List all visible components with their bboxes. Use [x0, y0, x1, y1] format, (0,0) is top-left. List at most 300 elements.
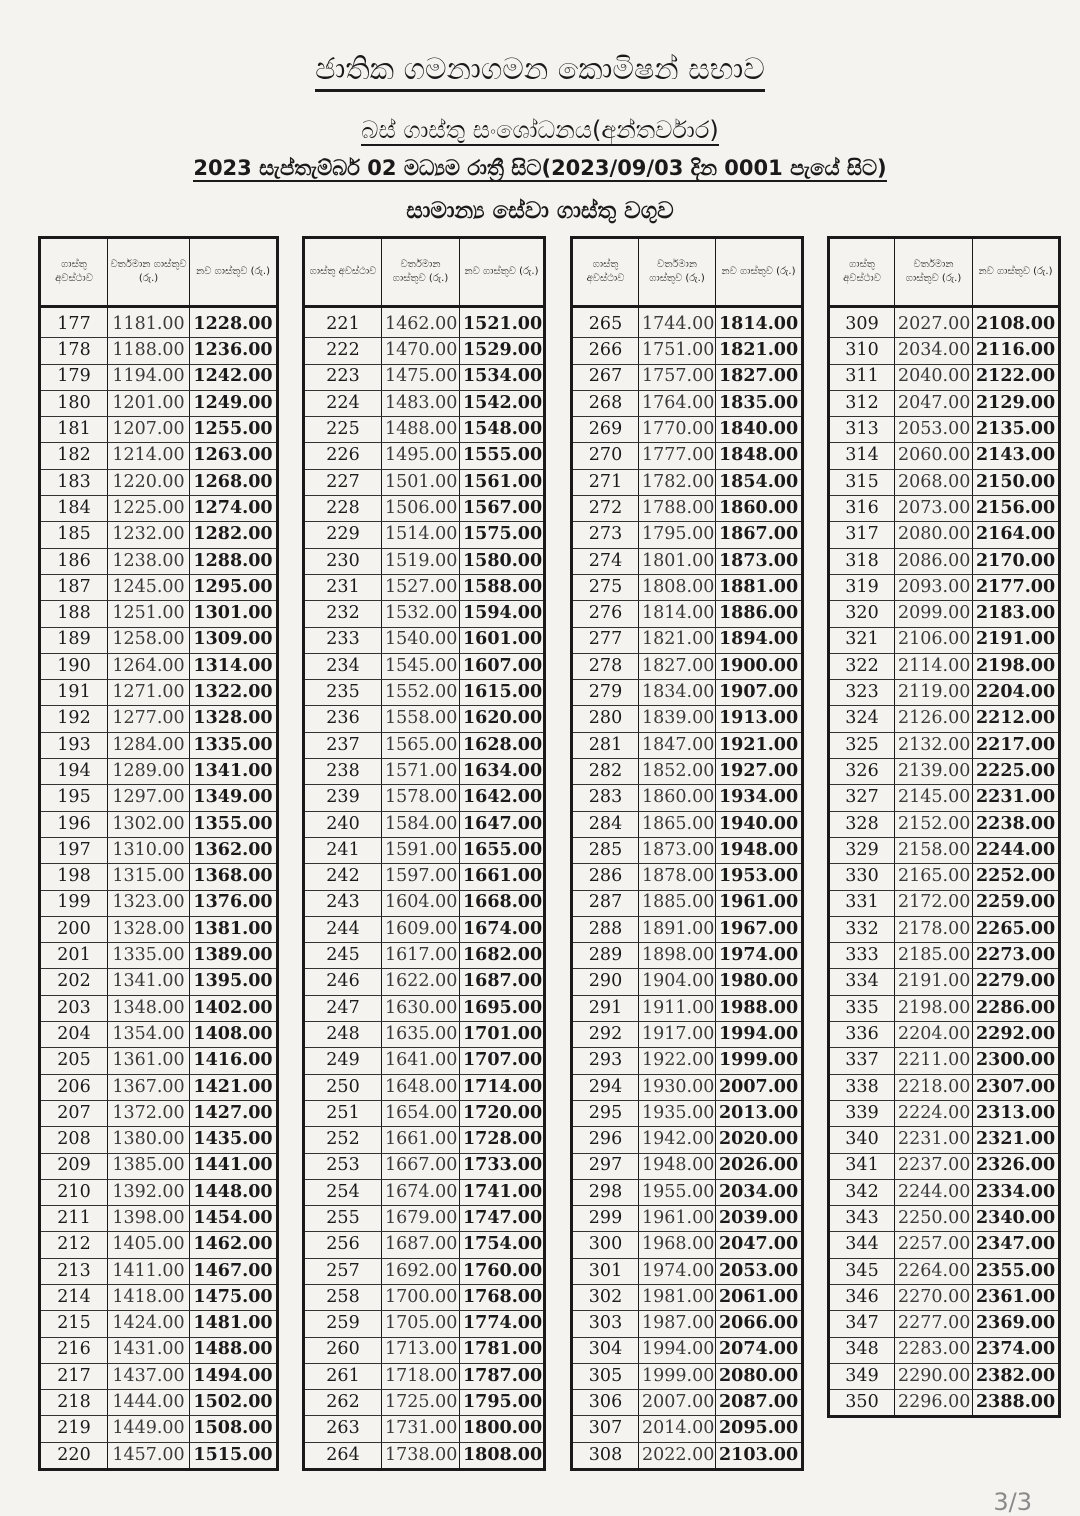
fare-row [829, 574, 1060, 600]
fare-stage: 255 [304, 1206, 382, 1232]
fare-stage: 316 [829, 496, 895, 522]
new-fare: 1548.00 [460, 417, 545, 443]
fare-row [829, 1390, 1060, 1417]
new-fare: 2095.00 [716, 1416, 803, 1442]
fare-row [829, 1179, 1060, 1205]
fare-stage: 250 [304, 1074, 382, 1100]
current-fare: 2211.00 [895, 1048, 973, 1074]
fare-row [40, 759, 278, 785]
current-fare: 1545.00 [382, 653, 460, 679]
fare-stage: 279 [572, 680, 639, 706]
fare-row [572, 417, 803, 443]
new-fare: 1934.00 [716, 785, 803, 811]
fare-row [304, 390, 545, 416]
new-fare: 2103.00 [716, 1442, 803, 1469]
fare-stage: 285 [572, 837, 639, 863]
current-fare: 1617.00 [382, 943, 460, 969]
current-fare: 2237.00 [895, 1153, 973, 1179]
current-fare: 1942.00 [639, 1127, 716, 1153]
new-fare: 1967.00 [716, 916, 803, 942]
current-fare: 1571.00 [382, 759, 460, 785]
fare-stage: 340 [829, 1127, 895, 1153]
current-fare: 1679.00 [382, 1206, 460, 1232]
fare-row [40, 307, 278, 338]
current-fare: 2047.00 [895, 390, 973, 416]
fare-stage: 182 [40, 443, 108, 469]
new-fare: 1381.00 [190, 916, 278, 942]
current-fare: 1558.00 [382, 706, 460, 732]
fare-row [572, 1100, 803, 1126]
new-fare: 1255.00 [190, 417, 278, 443]
fare-stage: 194 [40, 759, 108, 785]
new-fare: 2164.00 [973, 522, 1060, 548]
current-fare: 1860.00 [639, 785, 716, 811]
fare-row [304, 1153, 545, 1179]
new-fare: 1741.00 [460, 1179, 545, 1205]
fare-row [829, 1337, 1060, 1363]
fare-row [304, 1179, 545, 1205]
current-fare: 1801.00 [639, 548, 716, 574]
fare-row [40, 1416, 278, 1442]
fare-row [829, 1048, 1060, 1074]
new-fare: 2340.00 [973, 1206, 1060, 1232]
fare-stage: 179 [40, 364, 108, 390]
fare-row [829, 307, 1060, 338]
fare-stage: 226 [304, 443, 382, 469]
fare-stage: 288 [572, 916, 639, 942]
fare-row [40, 864, 278, 890]
fare-row [304, 732, 545, 758]
new-fare: 1368.00 [190, 864, 278, 890]
fare-stage: 202 [40, 969, 108, 995]
current-fare: 2218.00 [895, 1074, 973, 1100]
fare-stage: 347 [829, 1311, 895, 1337]
current-fare: 1431.00 [108, 1337, 190, 1363]
new-fare: 2238.00 [973, 811, 1060, 837]
current-fare: 1904.00 [639, 969, 716, 995]
fare-row [40, 417, 278, 443]
new-fare: 1655.00 [460, 837, 545, 863]
fare-row [572, 1442, 803, 1469]
fare-stage: 223 [304, 364, 382, 390]
new-fare: 1642.00 [460, 785, 545, 811]
current-fare: 2296.00 [895, 1390, 973, 1417]
fare-stage: 301 [572, 1258, 639, 1284]
fare-row [304, 969, 545, 995]
new-fare: 1687.00 [460, 969, 545, 995]
new-fare: 1854.00 [716, 469, 803, 495]
new-fare: 1795.00 [460, 1390, 545, 1416]
fare-stage: 287 [572, 890, 639, 916]
current-fare: 1641.00 [382, 1048, 460, 1074]
current-fare: 2250.00 [895, 1206, 973, 1232]
fare-row [829, 811, 1060, 837]
new-fare: 1774.00 [460, 1311, 545, 1337]
current-fare: 2145.00 [895, 785, 973, 811]
fare-row [572, 548, 803, 574]
new-fare: 2039.00 [716, 1206, 803, 1232]
new-fare: 2279.00 [973, 969, 1060, 995]
fare-row [572, 969, 803, 995]
fare-stage: 293 [572, 1048, 639, 1074]
fare-stage: 266 [572, 338, 639, 364]
fare-stage: 178 [40, 338, 108, 364]
new-fare: 1494.00 [190, 1363, 278, 1389]
current-fare: 1597.00 [382, 864, 460, 890]
current-fare: 2068.00 [895, 469, 973, 495]
fare-stage: 209 [40, 1153, 108, 1179]
fare-row [572, 653, 803, 679]
current-fare: 2178.00 [895, 916, 973, 942]
document-subtitle: බස් ගාස්තු සංශෝධනය(අන්තර්වාර) [361, 116, 719, 144]
new-fare: 1567.00 [460, 496, 545, 522]
fare-stage: 300 [572, 1232, 639, 1258]
fare-stage: 228 [304, 496, 382, 522]
current-fare: 1354.00 [108, 1022, 190, 1048]
current-fare: 2060.00 [895, 443, 973, 469]
fare-row [572, 1206, 803, 1232]
current-fare: 2007.00 [639, 1390, 716, 1416]
current-fare: 1917.00 [639, 1022, 716, 1048]
current-fare: 1898.00 [639, 943, 716, 969]
new-fare: 1907.00 [716, 680, 803, 706]
new-fare: 2143.00 [973, 443, 1060, 469]
new-fare: 1894.00 [716, 627, 803, 653]
page-number: 3/3 [993, 1488, 1032, 1516]
new-fare: 2034.00 [716, 1179, 803, 1205]
new-fare: 1674.00 [460, 916, 545, 942]
fare-stage: 252 [304, 1127, 382, 1153]
new-fare: 1328.00 [190, 706, 278, 732]
fare-row [304, 522, 545, 548]
new-fare: 1682.00 [460, 943, 545, 969]
fare-stage: 236 [304, 706, 382, 732]
fare-stage: 180 [40, 390, 108, 416]
fare-stage: 211 [40, 1206, 108, 1232]
new-fare: 1580.00 [460, 548, 545, 574]
new-fare: 2388.00 [973, 1390, 1060, 1417]
fare-row [40, 1232, 278, 1258]
current-fare: 1277.00 [108, 706, 190, 732]
fare-table-body [572, 307, 803, 1470]
fare-row [40, 548, 278, 574]
new-fare: 1282.00 [190, 522, 278, 548]
new-fare: 1263.00 [190, 443, 278, 469]
fare-stage: 290 [572, 969, 639, 995]
current-fare: 1630.00 [382, 995, 460, 1021]
fare-row [572, 1048, 803, 1074]
fare-stage: 247 [304, 995, 382, 1021]
header-stage: ගාස්තු අවස්ථාව [572, 238, 639, 307]
current-fare: 1475.00 [382, 364, 460, 390]
fare-stage: 344 [829, 1232, 895, 1258]
current-fare: 1214.00 [108, 443, 190, 469]
fare-row [304, 706, 545, 732]
fare-stage: 259 [304, 1311, 382, 1337]
fare-stage: 234 [304, 653, 382, 679]
fare-row [829, 1206, 1060, 1232]
new-fare: 1707.00 [460, 1048, 545, 1074]
fare-row [829, 969, 1060, 995]
fare-row [304, 1363, 545, 1389]
new-fare: 1615.00 [460, 680, 545, 706]
current-fare: 1930.00 [639, 1074, 716, 1100]
current-fare: 1323.00 [108, 890, 190, 916]
fare-row [304, 1127, 545, 1153]
fare-row [572, 785, 803, 811]
fare-stage: 318 [829, 548, 895, 574]
fare-row [304, 417, 545, 443]
new-fare: 1886.00 [716, 601, 803, 627]
fare-row [572, 1390, 803, 1416]
fare-row [40, 1206, 278, 1232]
fare-stage: 241 [304, 837, 382, 863]
fare-stage: 199 [40, 890, 108, 916]
new-fare: 1953.00 [716, 864, 803, 890]
fare-row [304, 1390, 545, 1416]
fare-stage: 201 [40, 943, 108, 969]
fare-row [40, 943, 278, 969]
header-current-fare: වර්තමාන ගාස්තුව (රු.) [382, 238, 460, 307]
new-fare: 1454.00 [190, 1206, 278, 1232]
fare-stage: 265 [572, 307, 639, 338]
fare-row [40, 469, 278, 495]
new-fare: 1921.00 [716, 732, 803, 758]
fare-row [40, 837, 278, 863]
new-fare: 1999.00 [716, 1048, 803, 1074]
fare-row [572, 443, 803, 469]
current-fare: 1225.00 [108, 496, 190, 522]
fare-stage: 289 [572, 943, 639, 969]
current-fare: 1808.00 [639, 574, 716, 600]
fare-row [304, 1442, 545, 1469]
current-fare: 2270.00 [895, 1284, 973, 1310]
commission-title: ජාතික ගමනාගමන කොමිෂන් සභාව [0, 52, 1080, 87]
fare-stage: 210 [40, 1179, 108, 1205]
current-fare: 2114.00 [895, 653, 973, 679]
header-new-fare: නව ගාස්තුව (රු.) [973, 238, 1060, 307]
new-fare: 1840.00 [716, 417, 803, 443]
current-fare: 1552.00 [382, 680, 460, 706]
new-fare: 1714.00 [460, 1074, 545, 1100]
new-fare: 2292.00 [973, 1022, 1060, 1048]
fare-row [40, 574, 278, 600]
fare-stage: 299 [572, 1206, 639, 1232]
current-fare: 2027.00 [895, 307, 973, 338]
fare-row [572, 1074, 803, 1100]
fare-row [304, 1337, 545, 1363]
fare-stage: 295 [572, 1100, 639, 1126]
fare-stage: 186 [40, 548, 108, 574]
current-fare: 2172.00 [895, 890, 973, 916]
current-fare: 2290.00 [895, 1363, 973, 1389]
current-fare: 1418.00 [108, 1284, 190, 1310]
fare-stage: 314 [829, 443, 895, 469]
fare-row [304, 837, 545, 863]
new-fare: 1787.00 [460, 1363, 545, 1389]
current-fare: 1310.00 [108, 837, 190, 863]
fare-row [40, 627, 278, 653]
fare-row [40, 811, 278, 837]
fare-row [572, 943, 803, 969]
current-fare: 1398.00 [108, 1206, 190, 1232]
fare-row [40, 496, 278, 522]
new-fare: 1309.00 [190, 627, 278, 653]
current-fare: 1315.00 [108, 864, 190, 890]
header-current-fare: වර්තමාන ගාස්තුව (රු.) [895, 238, 973, 307]
new-fare: 1827.00 [716, 364, 803, 390]
fare-stage: 238 [304, 759, 382, 785]
current-fare: 1462.00 [382, 307, 460, 338]
current-fare: 1731.00 [382, 1416, 460, 1442]
fare-row [40, 1127, 278, 1153]
new-fare: 2007.00 [716, 1074, 803, 1100]
current-fare: 1661.00 [382, 1127, 460, 1153]
current-fare: 1289.00 [108, 759, 190, 785]
new-fare: 1295.00 [190, 574, 278, 600]
fare-table-body [304, 307, 545, 1470]
fare-stage: 278 [572, 653, 639, 679]
fare-row [304, 1258, 545, 1284]
fare-stage: 218 [40, 1390, 108, 1416]
fare-stage: 334 [829, 969, 895, 995]
current-fare: 1999.00 [639, 1363, 716, 1389]
current-fare: 2080.00 [895, 522, 973, 548]
new-fare: 1575.00 [460, 522, 545, 548]
new-fare: 1467.00 [190, 1258, 278, 1284]
fare-stage: 200 [40, 916, 108, 942]
new-fare: 1601.00 [460, 627, 545, 653]
fare-stage: 244 [304, 916, 382, 942]
fare-stage: 269 [572, 417, 639, 443]
fare-row [304, 1074, 545, 1100]
new-fare: 2212.00 [973, 706, 1060, 732]
current-fare: 1955.00 [639, 1179, 716, 1205]
fare-stage: 191 [40, 680, 108, 706]
fare-stage: 292 [572, 1022, 639, 1048]
fare-row [572, 496, 803, 522]
fare-stage: 282 [572, 759, 639, 785]
new-fare: 2020.00 [716, 1127, 803, 1153]
new-fare: 2273.00 [973, 943, 1060, 969]
header-stage: ගාස්තු අවස්ථාව [829, 238, 895, 307]
fare-stage: 271 [572, 469, 639, 495]
fare-stage: 208 [40, 1127, 108, 1153]
current-fare: 1367.00 [108, 1074, 190, 1100]
fare-row [572, 1311, 803, 1337]
current-fare: 1827.00 [639, 653, 716, 679]
new-fare: 1561.00 [460, 469, 545, 495]
new-fare: 1754.00 [460, 1232, 545, 1258]
new-fare: 1362.00 [190, 837, 278, 863]
fare-stage: 311 [829, 364, 895, 390]
new-fare: 2053.00 [716, 1258, 803, 1284]
fare-row [829, 417, 1060, 443]
fare-stage: 277 [572, 627, 639, 653]
new-fare: 1301.00 [190, 601, 278, 627]
new-fare: 2244.00 [973, 837, 1060, 863]
new-fare: 1534.00 [460, 364, 545, 390]
new-fare: 1620.00 [460, 706, 545, 732]
fare-row [829, 653, 1060, 679]
current-fare: 1738.00 [382, 1442, 460, 1469]
fare-stage: 328 [829, 811, 895, 837]
fare-stage: 245 [304, 943, 382, 969]
fare-stage: 268 [572, 390, 639, 416]
new-fare: 1701.00 [460, 1022, 545, 1048]
fare-row [572, 390, 803, 416]
fare-stage: 342 [829, 1179, 895, 1205]
fare-row [572, 890, 803, 916]
fare-stage: 326 [829, 759, 895, 785]
fare-row [829, 916, 1060, 942]
current-fare: 1757.00 [639, 364, 716, 390]
fare-stage: 224 [304, 390, 382, 416]
new-fare: 1728.00 [460, 1127, 545, 1153]
new-fare: 1913.00 [716, 706, 803, 732]
new-fare: 2382.00 [973, 1363, 1060, 1389]
current-fare: 1891.00 [639, 916, 716, 942]
new-fare: 1427.00 [190, 1100, 278, 1126]
fare-stage: 206 [40, 1074, 108, 1100]
current-fare: 1705.00 [382, 1311, 460, 1337]
fare-stage: 213 [40, 1258, 108, 1284]
new-fare: 2080.00 [716, 1363, 803, 1389]
effective-date: 2023 සැප්තැම්බර් 02 මධ්‍යම රාත්‍රී සිට(2023/09/03 දින 0001 පැයේ සිට) [193, 156, 887, 180]
fare-row [40, 364, 278, 390]
new-fare: 2361.00 [973, 1284, 1060, 1310]
fare-row [572, 680, 803, 706]
new-fare: 1860.00 [716, 496, 803, 522]
new-fare: 2156.00 [973, 496, 1060, 522]
new-fare: 1488.00 [190, 1337, 278, 1363]
fare-row [304, 680, 545, 706]
fare-stage: 306 [572, 1390, 639, 1416]
fare-stage: 263 [304, 1416, 382, 1442]
fare-row [304, 890, 545, 916]
current-fare: 1220.00 [108, 469, 190, 495]
current-fare: 1506.00 [382, 496, 460, 522]
fare-stage: 256 [304, 1232, 382, 1258]
fare-stage: 272 [572, 496, 639, 522]
fare-stage: 195 [40, 785, 108, 811]
fare-stage: 283 [572, 785, 639, 811]
fare-row [829, 1232, 1060, 1258]
fare-row [829, 390, 1060, 416]
new-fare: 2286.00 [973, 995, 1060, 1021]
fare-stage: 181 [40, 417, 108, 443]
fare-row [829, 1258, 1060, 1284]
new-fare: 1607.00 [460, 653, 545, 679]
new-fare: 2177.00 [973, 574, 1060, 600]
current-fare: 1674.00 [382, 1179, 460, 1205]
current-fare: 1692.00 [382, 1258, 460, 1284]
current-fare: 1814.00 [639, 601, 716, 627]
fare-row [40, 1100, 278, 1126]
new-fare: 1881.00 [716, 574, 803, 600]
fare-stage: 305 [572, 1363, 639, 1389]
fare-stage: 337 [829, 1048, 895, 1074]
fare-row [829, 759, 1060, 785]
fare-stage: 221 [304, 307, 382, 338]
fare-stage: 227 [304, 469, 382, 495]
new-fare: 1634.00 [460, 759, 545, 785]
fare-stage: 215 [40, 1311, 108, 1337]
fare-row [572, 759, 803, 785]
current-fare: 1961.00 [639, 1206, 716, 1232]
current-fare: 1725.00 [382, 1390, 460, 1416]
new-fare: 1395.00 [190, 969, 278, 995]
